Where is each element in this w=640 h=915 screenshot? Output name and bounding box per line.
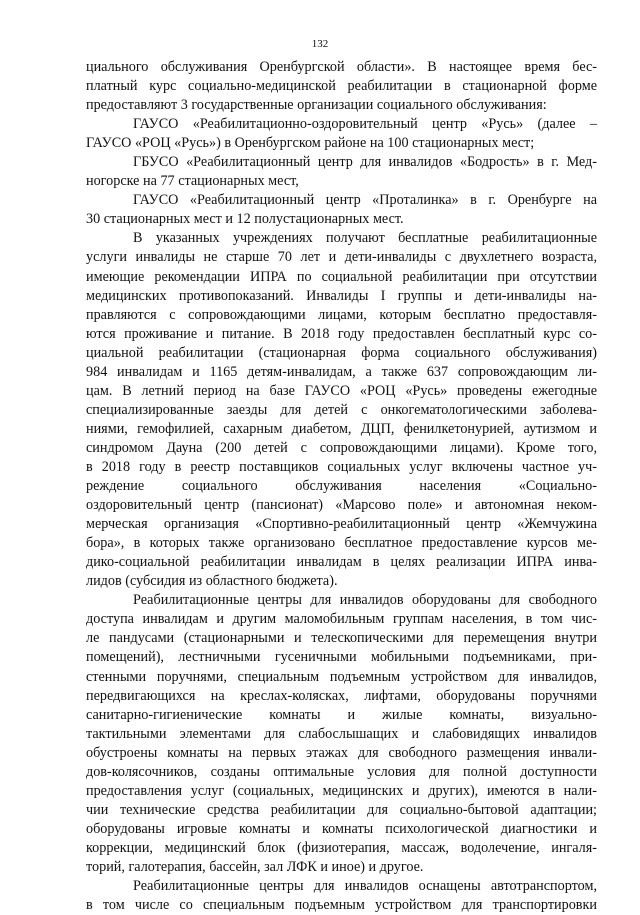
text-line: циальной реабилитации (стационарная форма социального обслуживания) xyxy=(86,344,597,361)
text-line: дов-колясочников, созданы оптимальные условия для полной доступности xyxy=(86,763,597,780)
text-line: санитарно-гигиенические комнаты и жилые комнаты, визуально- xyxy=(86,706,597,723)
text-line: платный курс социально-медицинской реабилитации в стационарной форме xyxy=(86,78,597,95)
text-line: ются проживание и питание. В 2018 году предоставлен бесплатный курс со- xyxy=(86,325,597,342)
text-line: доступа инвалидам и другим маломобильным группам населения, в том чис- xyxy=(86,611,597,628)
paragraph-intro xyxy=(86,58,597,115)
document-body xyxy=(86,58,597,915)
text-line: ниями, гемофилией, сахарным диабетом, ДЦП, фенилкетонурией, аутизмом и xyxy=(86,420,597,437)
text-line: имеющие рекомендации ИПРА по социальной реабилитации при отсутствии xyxy=(86,268,597,285)
text-line: бора», в которых также организовано бесплатное предоставление курсов ме- xyxy=(86,535,597,552)
text-line: дико-социальной реабилитации инвалидам в целях реализации ИПРА инва- xyxy=(86,554,597,571)
text-line: медицинских противопоказаний. Инвалиды I группы и дети-инвалиды на- xyxy=(86,287,597,304)
text-line: ле пандусами (стационарными и телескопическими для перемещения внутри xyxy=(86,630,597,647)
text-line: циального обслуживания Оренбургской области». В настоящее время бес- xyxy=(86,59,597,75)
paragraph-equipment xyxy=(86,591,597,877)
text-line: в 2018 году в реестр поставщиков социальных услуг включены частное уч- xyxy=(86,458,597,475)
text-line: специализированные заезды для детей с онкогематологическими заболева- xyxy=(86,401,597,418)
text-line: ГБУСО «Реабилитационный центр для инвалидов «Бодрость» в г. Мед- xyxy=(133,154,597,171)
text-line: 30 стационарных мест и 12 полустационарных мест. xyxy=(86,211,404,228)
text-line: лидов (субсидия из областного бюджета). xyxy=(86,573,338,590)
text-line: ногорске на 77 стационарных мест, xyxy=(86,173,299,190)
text-line: ГАУСО «РОЦ «Русь») в Оренбургском районе на 100 стационарных мест; xyxy=(86,135,535,152)
text-line: В указанных учреждениях получают бесплатные реабилитационные xyxy=(133,230,597,247)
text-line: 984 инвалидам и 1165 детям-инвалидам, а также 637 сопровождающим ли- xyxy=(86,363,597,380)
text-line: обустроены комнаты на первых этажах для свободного размещения инвали- xyxy=(86,744,597,761)
text-line: предоставляют 3 государственные организации социального обслуживания: xyxy=(86,97,547,114)
text-line: торий, галотерапия, бассейн, зал ЛФК и иное) и другое. xyxy=(86,858,424,875)
text-line: предоставления услуг (социальных, медицинских и других), имеются в нали- xyxy=(86,782,597,799)
text-line: помещений), лестничными гусеничными мобильными подъемниками, при- xyxy=(86,649,597,666)
text-line: Реабилитационные центры для инвалидов оснащены автотранспортом, xyxy=(133,878,597,895)
text-line: коррекции, медицинский блок (физиотерапия, массаж, водолечение, ингаля- xyxy=(86,839,597,856)
text-line: стенными поручнями, специальным подъемным устройством для инвалидов, xyxy=(86,668,597,685)
text-line: оздоровительный центр (пансионат) «Марсово поле» и автономная неком- xyxy=(86,497,597,514)
page-number: 132 xyxy=(311,38,329,50)
text-line: передвигающихся на креслах-колясках, лифтами, оборудованы поручнями xyxy=(86,687,597,704)
text-line: тактильными элементами для слабослышащих и слабовидящих инвалидов xyxy=(86,725,597,742)
text-line: услуги инвалиды не старше 70 лет и дети-инвалиды с двухлетнего возраста, xyxy=(86,249,597,266)
paragraph-transport xyxy=(86,877,597,915)
text-line: цам. В летний период на базе ГАУСО «РОЦ «Русь» проведены ежегодные xyxy=(86,382,597,399)
paragraph-bodrost xyxy=(86,153,597,191)
text-line: ГАУСО «Реабилитационный центр «Проталинка» в г. Оренбурге на xyxy=(133,192,597,209)
text-line: правляются с сопровождающими лицами, которым бесплатно предоставля- xyxy=(86,306,597,323)
text-line: мерческая организация «Спортивно-реабилитационный центр «Жемчужина xyxy=(86,516,597,533)
text-line: Реабилитационные центры для инвалидов оборудованы для свободного xyxy=(133,592,597,609)
text-line: ГАУСО «Реабилитационно-оздоровительный центр «Русь» (далее – xyxy=(133,116,597,133)
text-line: синдромом Дауна (200 детей с сопровождающими лицами). Кроме того, xyxy=(86,439,597,456)
text-line: в том числе со специальным подъемным устройством для транспортировки xyxy=(86,897,597,914)
text-line: чии технические средства реабилитации для социально-бытовой адаптации; xyxy=(86,801,597,818)
paragraph-services xyxy=(86,229,597,591)
text-line: оборудованы игровые комнаты и комнаты психологической диагностики и xyxy=(86,820,597,837)
paragraph-rus xyxy=(86,115,597,153)
text-line: реждение социального обслуживания населения «Социально- xyxy=(86,478,597,495)
paragraph-protalinka xyxy=(86,191,597,229)
